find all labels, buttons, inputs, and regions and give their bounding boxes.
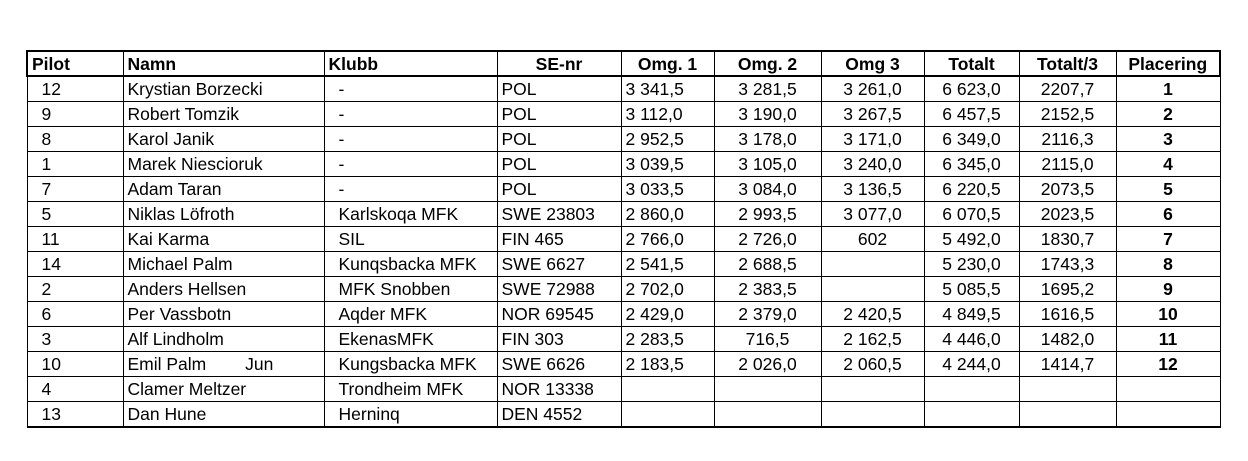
cell-klubb: Aqder MFK (324, 302, 497, 327)
cell-omg3: 2 420,5 (821, 302, 924, 327)
cell-klubb: MFK Snobben (324, 277, 497, 302)
cell-omg2: 3 281,5 (714, 76, 821, 102)
cell-se-nr: SWE 6627 (497, 252, 621, 277)
cell-namn: Kai Karma (123, 227, 324, 252)
cell-omg3: 3 240,0 (821, 152, 924, 177)
header-omg2: Omg. 2 (714, 51, 821, 76)
cell-se-nr: POL (497, 152, 621, 177)
cell-omg3: 2 060,5 (821, 352, 924, 377)
cell-pilot: 1 (27, 152, 123, 177)
cell-totalt3 (1019, 377, 1116, 402)
header-omg3: Omg 3 (821, 51, 924, 76)
cell-totalt3: 2073,5 (1019, 177, 1116, 202)
cell-pilot: 8 (27, 127, 123, 152)
cell-pilot: 13 (27, 402, 123, 428)
cell-placering: 8 (1116, 252, 1220, 277)
cell-pilot: 4 (27, 377, 123, 402)
cell-se-nr: POL (497, 177, 621, 202)
cell-omg1: 2 183,5 (621, 352, 714, 377)
cell-placering: 10 (1116, 302, 1220, 327)
cell-omg3 (821, 402, 924, 428)
cell-omg3 (821, 277, 924, 302)
cell-omg3: 3 267,5 (821, 102, 924, 127)
cell-totalt (924, 377, 1019, 402)
cell-omg2: 3 084,0 (714, 177, 821, 202)
cell-se-nr: FIN 465 (497, 227, 621, 252)
cell-omg1: 3 033,5 (621, 177, 714, 202)
table-row (27, 352, 1220, 377)
cell-klubb: - (324, 102, 497, 127)
cell-omg2: 716,5 (714, 327, 821, 352)
cell-totalt3: 1616,5 (1019, 302, 1116, 327)
table-body (27, 76, 1220, 427)
cell-pilot: 11 (27, 227, 123, 252)
cell-omg2: 2 379,0 (714, 302, 821, 327)
cell-namn: Emil Palm Jun (123, 352, 324, 377)
cell-namn: Robert Tomzik (123, 102, 324, 127)
cell-totalt: 4 244,0 (924, 352, 1019, 377)
cell-pilot: 10 (27, 352, 123, 377)
cell-pilot: 5 (27, 202, 123, 227)
cell-klubb: Trondheim MFK (324, 377, 497, 402)
cell-pilot: 9 (27, 102, 123, 127)
header-placering: Placering (1116, 51, 1220, 76)
cell-placering: 1 (1116, 76, 1220, 102)
table-row (27, 402, 1220, 428)
cell-omg3: 3 136,5 (821, 177, 924, 202)
cell-totalt3: 1743,3 (1019, 252, 1116, 277)
cell-omg1: 3 112,0 (621, 102, 714, 127)
cell-omg3: 2 162,5 (821, 327, 924, 352)
cell-pilot: 12 (27, 76, 123, 102)
cell-pilot: 7 (27, 177, 123, 202)
cell-placering: 12 (1116, 352, 1220, 377)
cell-omg2: 2 688,5 (714, 252, 821, 277)
table-row (27, 102, 1220, 127)
cell-totalt: 4 446,0 (924, 327, 1019, 352)
header-totalt3: Totalt/3 (1019, 51, 1116, 76)
cell-omg2 (714, 402, 821, 428)
cell-klubb: SIL (324, 227, 497, 252)
table-row (27, 277, 1220, 302)
cell-totalt: 5 085,5 (924, 277, 1019, 302)
cell-placering: 3 (1116, 127, 1220, 152)
cell-totalt3: 2207,7 (1019, 76, 1116, 102)
cell-namn: Karol Janik (123, 127, 324, 152)
cell-klubb: - (324, 152, 497, 177)
cell-omg2: 3 178,0 (714, 127, 821, 152)
cell-klubb: - (324, 127, 497, 152)
header-klubb: Klubb (324, 51, 497, 76)
cell-placering: 6 (1116, 202, 1220, 227)
table-row (27, 177, 1220, 202)
cell-placering: 2 (1116, 102, 1220, 127)
header-se-nr: SE-nr (497, 51, 621, 76)
cell-omg3: 602 (821, 227, 924, 252)
cell-namn: Anders Hellsen (123, 277, 324, 302)
header-totalt: Totalt (924, 51, 1019, 76)
cell-omg3: 3 261,0 (821, 76, 924, 102)
cell-se-nr: POL (497, 102, 621, 127)
header-pilot: Pilot (27, 51, 123, 76)
cell-totalt: 6 070,5 (924, 202, 1019, 227)
header-row (27, 51, 1220, 76)
cell-omg2: 2 383,5 (714, 277, 821, 302)
cell-namn: Krystian Borzecki (123, 76, 324, 102)
cell-totalt3: 1482,0 (1019, 327, 1116, 352)
cell-placering: 4 (1116, 152, 1220, 177)
cell-omg3 (821, 252, 924, 277)
cell-namn: Alf Lindholm (123, 327, 324, 352)
cell-se-nr: NOR 69545 (497, 302, 621, 327)
cell-pilot: 2 (27, 277, 123, 302)
cell-omg1: 3 341,5 (621, 76, 714, 102)
cell-omg1: 2 766,0 (621, 227, 714, 252)
cell-se-nr: FIN 303 (497, 327, 621, 352)
results-table (26, 50, 1221, 428)
cell-omg2: 2 026,0 (714, 352, 821, 377)
table-row (27, 152, 1220, 177)
table-row (27, 76, 1220, 102)
cell-totalt: 5 230,0 (924, 252, 1019, 277)
cell-klubb: EkenasMFK (324, 327, 497, 352)
cell-totalt: 6 349,0 (924, 127, 1019, 152)
cell-totalt3: 2152,5 (1019, 102, 1116, 127)
cell-totalt (924, 402, 1019, 428)
cell-namn: Niklas Löfroth (123, 202, 324, 227)
table-row (27, 202, 1220, 227)
cell-omg1: 2 952,5 (621, 127, 714, 152)
cell-totalt3: 1695,2 (1019, 277, 1116, 302)
cell-se-nr: SWE 6626 (497, 352, 621, 377)
cell-placering: 9 (1116, 277, 1220, 302)
cell-totalt: 6 220,5 (924, 177, 1019, 202)
cell-omg1: 2 429,0 (621, 302, 714, 327)
cell-namn: Per Vassbotn (123, 302, 324, 327)
cell-placering: 11 (1116, 327, 1220, 352)
cell-placering (1116, 402, 1220, 428)
cell-omg2: 3 105,0 (714, 152, 821, 177)
cell-se-nr: POL (497, 127, 621, 152)
cell-namn: Michael Palm (123, 252, 324, 277)
cell-placering (1116, 377, 1220, 402)
table-row (27, 327, 1220, 352)
cell-omg3: 3 171,0 (821, 127, 924, 152)
cell-omg2: 3 190,0 (714, 102, 821, 127)
cell-totalt: 4 849,5 (924, 302, 1019, 327)
table-row (27, 227, 1220, 252)
cell-totalt3: 2115,0 (1019, 152, 1116, 177)
cell-totalt: 5 492,0 (924, 227, 1019, 252)
cell-totalt3: 1414,7 (1019, 352, 1116, 377)
cell-placering: 7 (1116, 227, 1220, 252)
cell-namn: Marek Niescioruk (123, 152, 324, 177)
table-row (27, 302, 1220, 327)
cell-namn: Clamer Meltzer (123, 377, 324, 402)
header-namn: Namn (123, 51, 324, 76)
table-row (27, 127, 1220, 152)
cell-se-nr: NOR 13338 (497, 377, 621, 402)
cell-klubb: Herninq (324, 402, 497, 428)
cell-totalt: 6 457,5 (924, 102, 1019, 127)
cell-omg3 (821, 377, 924, 402)
cell-totalt3 (1019, 402, 1116, 428)
table-row (27, 377, 1220, 402)
cell-omg1 (621, 377, 714, 402)
cell-omg1: 2 541,5 (621, 252, 714, 277)
cell-totalt: 6 345,0 (924, 152, 1019, 177)
cell-omg1: 2 702,0 (621, 277, 714, 302)
cell-se-nr: DEN 4552 (497, 402, 621, 428)
cell-se-nr: SWE 72988 (497, 277, 621, 302)
header-omg1: Omg. 1 (621, 51, 714, 76)
cell-omg3: 3 077,0 (821, 202, 924, 227)
cell-totalt3: 1830,7 (1019, 227, 1116, 252)
cell-omg2 (714, 377, 821, 402)
cell-klubb: - (324, 76, 497, 102)
cell-se-nr: POL (497, 76, 621, 102)
cell-klubb: Kungsbacka MFK (324, 352, 497, 377)
cell-omg1 (621, 402, 714, 428)
cell-pilot: 14 (27, 252, 123, 277)
cell-namn: Dan Hune (123, 402, 324, 428)
cell-se-nr: SWE 23803 (497, 202, 621, 227)
cell-placering: 5 (1116, 177, 1220, 202)
cell-klubb: - (324, 177, 497, 202)
cell-omg1: 3 039,5 (621, 152, 714, 177)
cell-klubb: Karlskoqa MFK (324, 202, 497, 227)
cell-totalt3: 2023,5 (1019, 202, 1116, 227)
cell-pilot: 6 (27, 302, 123, 327)
cell-omg1: 2 283,5 (621, 327, 714, 352)
cell-omg1: 2 860,0 (621, 202, 714, 227)
cell-totalt: 6 623,0 (924, 76, 1019, 102)
cell-klubb: Kunqsbacka MFK (324, 252, 497, 277)
cell-totalt3: 2116,3 (1019, 127, 1116, 152)
cell-omg2: 2 726,0 (714, 227, 821, 252)
cell-namn: Adam Taran (123, 177, 324, 202)
cell-pilot: 3 (27, 327, 123, 352)
table-row (27, 252, 1220, 277)
cell-omg2: 2 993,5 (714, 202, 821, 227)
